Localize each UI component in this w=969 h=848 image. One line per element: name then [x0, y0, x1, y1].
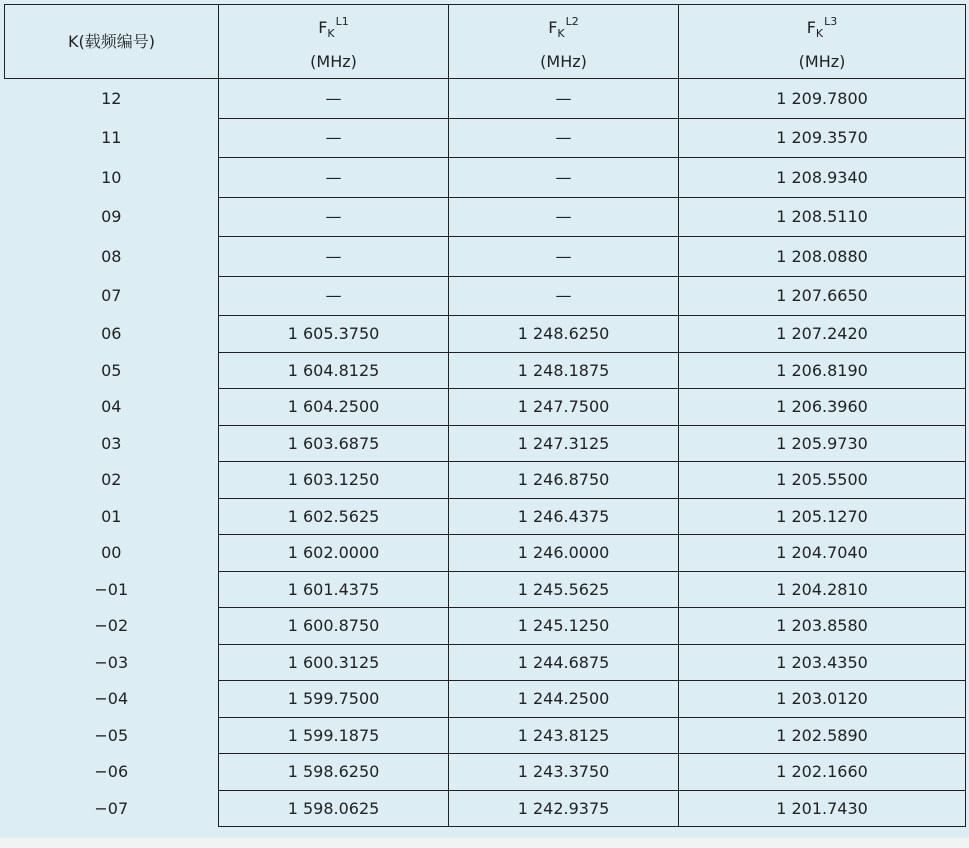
table-row: [5, 644, 966, 681]
cell-k: 03: [5, 425, 219, 462]
cell-k: 10: [5, 158, 219, 198]
header-l1: [219, 5, 449, 79]
cell-l1: —: [219, 276, 449, 316]
cell-l2: 1 246.4375: [449, 498, 679, 535]
cell-k: 08: [5, 237, 219, 277]
header-l2-sub: K: [557, 26, 565, 40]
cell-l1: 1 602.5625: [219, 498, 449, 535]
table-row: [5, 197, 966, 237]
cell-l2: 1 248.6250: [449, 316, 679, 353]
cell-k: −05: [5, 717, 219, 754]
cell-l2: 1 242.9375: [449, 790, 679, 827]
cell-l3: 1 204.2810: [679, 571, 966, 608]
header-l3: [679, 5, 966, 79]
cell-l3: 1 205.9730: [679, 425, 966, 462]
cell-l3: 1 209.7800: [679, 79, 966, 119]
table-row: [5, 717, 966, 754]
cell-l1: —: [219, 197, 449, 237]
cell-l1: 1 604.2500: [219, 389, 449, 426]
cell-l3: 1 208.9340: [679, 158, 966, 198]
cell-k: 05: [5, 352, 219, 389]
cell-k: −06: [5, 754, 219, 791]
table-row: [5, 276, 966, 316]
cell-l3: 1 203.4350: [679, 644, 966, 681]
cell-l3: 1 208.5110: [679, 197, 966, 237]
header-l3-letter: F: [806, 17, 816, 37]
cell-l1: 1 602.0000: [219, 535, 449, 572]
cell-l2: 1 243.8125: [449, 717, 679, 754]
header-k: [5, 5, 219, 79]
cell-l1: —: [219, 158, 449, 198]
cell-l2: —: [449, 158, 679, 198]
cell-l1: 1 603.1250: [219, 462, 449, 499]
cell-l1: 1 604.8125: [219, 352, 449, 389]
cell-k: −07: [5, 790, 219, 827]
cell-l2: 1 246.0000: [449, 535, 679, 572]
cell-l3: 1 209.3570: [679, 118, 966, 158]
cell-k: −01: [5, 571, 219, 608]
header-l1-unit: (MHz): [310, 51, 357, 71]
header-k-label: K(载频编号): [68, 31, 155, 51]
cell-k: 11: [5, 118, 219, 158]
cell-l2: 1 244.2500: [449, 681, 679, 718]
cell-l3: 1 204.7040: [679, 535, 966, 572]
cell-l3: 1 202.1660: [679, 754, 966, 791]
table-header: [5, 5, 966, 79]
cell-l3: 1 203.8580: [679, 608, 966, 645]
cell-l1: 1 601.4375: [219, 571, 449, 608]
cell-l1: —: [219, 237, 449, 277]
table-row: [5, 571, 966, 608]
cell-l2: —: [449, 276, 679, 316]
table-row: [5, 425, 966, 462]
cell-l2: 1 246.8750: [449, 462, 679, 499]
cell-l1: 1 598.0625: [219, 790, 449, 827]
cell-l1: 1 600.3125: [219, 644, 449, 681]
cell-l3: 1 205.1270: [679, 498, 966, 535]
table-row: [5, 237, 966, 277]
cell-k: 07: [5, 276, 219, 316]
header-l1-sup: L1: [335, 14, 349, 28]
cell-l1: 1 603.6875: [219, 425, 449, 462]
cell-l3: 1 205.5500: [679, 462, 966, 499]
cell-k: 09: [5, 197, 219, 237]
cell-l2: —: [449, 79, 679, 119]
cell-k: 06: [5, 316, 219, 353]
cell-k: 02: [5, 462, 219, 499]
cell-l3: 1 203.0120: [679, 681, 966, 718]
cell-k: 04: [5, 389, 219, 426]
cell-l1: 1 599.1875: [219, 717, 449, 754]
cell-l3: 1 206.3960: [679, 389, 966, 426]
cell-l1: 1 599.7500: [219, 681, 449, 718]
cell-l2: —: [449, 237, 679, 277]
table-row: [5, 754, 966, 791]
table-row: [5, 535, 966, 572]
table-row: [5, 316, 966, 353]
cell-l2: 1 247.7500: [449, 389, 679, 426]
header-l3-unit: (MHz): [798, 51, 846, 71]
cell-l3: 1 201.7430: [679, 790, 966, 827]
cell-l1: 1 598.6250: [219, 754, 449, 791]
cell-l1: 1 605.3750: [219, 316, 449, 353]
cell-k: −03: [5, 644, 219, 681]
cell-k: −04: [5, 681, 219, 718]
cell-l1: —: [219, 118, 449, 158]
cell-l2: 1 243.3750: [449, 754, 679, 791]
table-row: [5, 158, 966, 198]
frequency-table: [4, 4, 966, 827]
cell-k: 00: [5, 535, 219, 572]
header-l1-sub: K: [327, 26, 335, 40]
cell-l2: —: [449, 118, 679, 158]
cell-k: 01: [5, 498, 219, 535]
table-row: [5, 79, 966, 119]
cell-l3: 1 207.6650: [679, 276, 966, 316]
table-row: [5, 352, 966, 389]
cell-l3: 1 206.8190: [679, 352, 966, 389]
header-l3-sup: L3: [824, 14, 838, 28]
header-l1-letter: F: [318, 17, 328, 37]
table-row: [5, 681, 966, 718]
cell-l2: 1 247.3125: [449, 425, 679, 462]
header-l2-sup: L2: [565, 14, 579, 28]
cell-k: −02: [5, 608, 219, 645]
cell-l2: 1 245.5625: [449, 571, 679, 608]
table-row: [5, 608, 966, 645]
cell-l2: 1 248.1875: [449, 352, 679, 389]
table-row: [5, 498, 966, 535]
table-row: [5, 462, 966, 499]
cell-l1: —: [219, 79, 449, 119]
header-l2-unit: (MHz): [540, 51, 587, 71]
cell-l2: 1 245.1250: [449, 608, 679, 645]
cell-l3: 1 202.5890: [679, 717, 966, 754]
cell-l3: 1 207.2420: [679, 316, 966, 353]
header-l2: [449, 5, 679, 79]
table-row: [5, 389, 966, 426]
cell-k: 12: [5, 79, 219, 119]
cell-l3: 1 208.0880: [679, 237, 966, 277]
table-row: [5, 790, 966, 827]
cell-l2: —: [449, 197, 679, 237]
table-row: [5, 118, 966, 158]
cell-l1: 1 600.8750: [219, 608, 449, 645]
table-body: [5, 79, 966, 827]
cell-l2: 1 244.6875: [449, 644, 679, 681]
header-l3-sub: K: [815, 26, 824, 40]
header-l2-letter: F: [548, 17, 558, 37]
